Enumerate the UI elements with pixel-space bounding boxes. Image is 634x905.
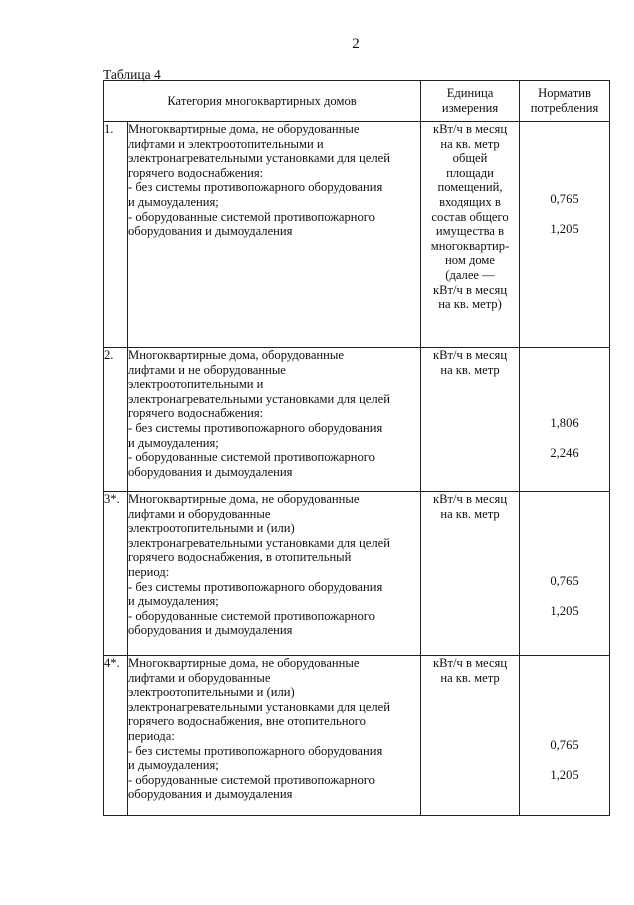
category-line: электронагревательными установками для целей [128, 699, 390, 714]
category-line: электроотопительными и (или) [128, 521, 295, 536]
unit-line: имущества в [435, 224, 505, 239]
category-line: электронагревательными установками для целей [128, 151, 390, 166]
unit-line: входящих в [439, 194, 501, 209]
row-number: 3*. [104, 492, 128, 656]
unit-line: на кв. метр [440, 506, 500, 521]
norm-value: 1,806 [550, 416, 579, 430]
category-line: и дымоудаления; [128, 758, 219, 773]
row-category [128, 348, 421, 492]
category-line: - оборудованные системой противопожарного [128, 608, 375, 623]
norm-value: 0,765 [550, 738, 579, 752]
row-number: 1. [104, 122, 128, 348]
row-category [128, 492, 421, 656]
unit-line: помещений, [437, 180, 503, 195]
category-line: Многоквартирные дома, оборудованные [128, 348, 344, 362]
category-line: горячего водоснабжения: [128, 406, 264, 421]
category-line: лифтами и оборудованные [128, 506, 271, 521]
row-values [520, 348, 610, 492]
category-line: периода: [128, 728, 175, 743]
category-line: лифтами и оборудованные [128, 670, 271, 685]
row-category [128, 122, 421, 348]
category-line: оборудования и дымоудаления [128, 623, 293, 638]
unit-line: на кв. метр [440, 136, 500, 151]
category-line: электронагревательными установками для целей [128, 535, 390, 550]
table-caption: Таблица 4 [103, 67, 161, 82]
row-values [520, 656, 610, 816]
table-row [104, 348, 610, 492]
header-norm [520, 81, 610, 122]
category-line: оборудования и дымоудаления [128, 224, 293, 239]
row-number: 4*. [104, 656, 128, 816]
category-line: электроотопительными и (или) [128, 685, 295, 700]
norm-value: 0,765 [550, 192, 579, 206]
row-number: 2. [104, 348, 128, 492]
category-line: оборудования и дымоудаления [128, 787, 293, 802]
category-line: Многоквартирные дома, не оборудованные [128, 656, 360, 670]
norm-value: 0,765 [550, 574, 579, 588]
header-unit-line: Единица [446, 86, 494, 101]
unit-line: (далее — [445, 267, 495, 282]
row-unit [421, 122, 520, 348]
category-line: - оборудованные системой противопожарного [128, 209, 375, 224]
row-unit [421, 492, 520, 656]
row-values [520, 492, 610, 656]
norm-value: 1,205 [550, 768, 579, 782]
category-line: оборудования и дымоудаления [128, 464, 293, 479]
header-unit-line: измерения [441, 101, 499, 115]
header-norm-line: Норматив [538, 86, 591, 101]
category-line: горячего водоснабжения, в отопительный [128, 550, 352, 565]
category-line: горячего водоснабжения: [128, 165, 264, 180]
unit-line: на кв. метр) [438, 297, 502, 312]
row-unit [421, 348, 520, 492]
table-row [104, 656, 610, 816]
category-line: горячего водоснабжения, вне отопительного [128, 714, 366, 729]
category-line: электронагревательными установками для целей [128, 391, 390, 406]
unit-line: кВт/ч в месяц [432, 122, 508, 136]
unit-line: общей [452, 151, 488, 166]
table-header-row [104, 81, 610, 122]
unit-line: состав общего [431, 209, 509, 224]
category-line: период: [128, 564, 170, 579]
category-line: лифтами и не оборудованные [128, 362, 286, 377]
row-category [128, 656, 421, 816]
category-line: - без системы противопожарного оборудования [128, 579, 383, 594]
unit-line: на кв. метр [440, 670, 500, 685]
category-line: - без системы противопожарного оборудования [128, 743, 383, 758]
header-category: Категория многоквартирных домов [104, 81, 421, 122]
category-line: - оборудованные системой противопожарного [128, 772, 375, 787]
category-line: электроотопительными и [128, 377, 264, 392]
unit-line: кВт/ч в месяц [432, 282, 508, 297]
category-line: - оборудованные системой противопожарного [128, 450, 375, 465]
unit-line: многоквартир- [430, 238, 510, 253]
category-line: Многоквартирные дома, не оборудованные [128, 122, 360, 136]
category-line: лифтами и электроотопительными и [128, 136, 324, 151]
table-row [104, 492, 610, 656]
norm-value: 2,246 [550, 446, 579, 460]
category-line: - без системы противопожарного оборудования [128, 180, 383, 195]
header-unit [421, 81, 520, 122]
unit-line: ном доме [445, 253, 495, 268]
unit-line: кВт/ч в месяц [432, 348, 508, 362]
norm-value: 1,205 [550, 222, 579, 236]
header-norm-line: потребления [530, 101, 599, 115]
unit-line: площади [446, 165, 494, 180]
page-number: 2 [352, 36, 360, 52]
category-line: и дымоудаления; [128, 194, 219, 209]
unit-line: на кв. метр [440, 362, 500, 377]
row-values [520, 122, 610, 348]
category-line: Многоквартирные дома, не оборудованные [128, 492, 360, 506]
category-line: и дымоудаления; [128, 594, 219, 609]
row-unit [421, 656, 520, 816]
consumption-norms-table [103, 80, 610, 816]
category-line: и дымоудаления; [128, 435, 219, 450]
norm-value: 1,205 [550, 604, 579, 618]
unit-line: кВт/ч в месяц [432, 656, 508, 670]
unit-line: кВт/ч в месяц [432, 492, 508, 506]
category-line: - без системы противопожарного оборудования [128, 420, 383, 435]
table-row [104, 122, 610, 348]
